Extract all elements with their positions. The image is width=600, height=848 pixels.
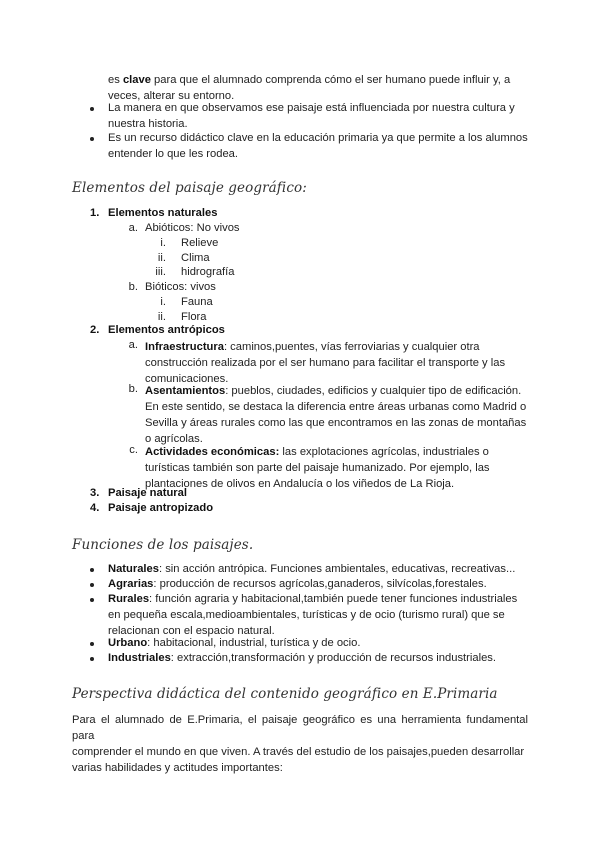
item-actividades-economicas: Actividades económicas: las explotaciones agrícolas, industriales o turísticas también son parte del paisaje humanizado. Por ejemplo, las plantaciones de olivos en Andalucía o los viñedos de La Rioja. [145,446,490,490]
item-naturales: Naturales: sin acción antrópica. Funciones ambientales, educativas, recreativas... [108,563,516,575]
list-letter: a. [128,222,138,234]
bullet-icon [90,642,94,646]
intro-bullet-2: Es un recurso didáctico clave en la educación primaria ya que permite a los alumnos entender lo que les rodea. [108,132,528,160]
item-asentamientos: Asentamientos: pueblos, ciudades, edificios y cualquier tipo de edificación. En este sentido, se destaca la diferencia entre áreas urbanas como Madrid o Sevilla y áreas rurales como las que encontramos en las zonas de montañas o agrícolas. [145,385,527,445]
list-roman: iii. [155,266,166,278]
bullet-icon [90,137,94,141]
intro-bullet-1: La manera en que observamos ese paisaje está influenciada por nuestra cultura y nuestra historia. [108,102,515,130]
heading-funciones: Funciones de los paisajes. [72,537,254,553]
list-roman: i. [160,237,166,249]
bullet-icon [90,657,94,661]
item-fauna: Fauna [181,296,213,308]
item-elementos-naturales: Elementos naturales [108,207,218,219]
item-relieve: Relieve [181,237,219,249]
bullet-icon [90,107,94,111]
list-roman: ii. [157,252,166,264]
heading-perspectiva: Perspectiva didáctica del contenido geográfico en E.Primaria [72,686,498,702]
perspective-paragraph: Para el alumnado de E.Primaria, el paisaje geográfico es una herramienta fundamental para comprender el mundo en que viven. A través del estudio de los paisajes,pueden desarrollar varias habilidades y actitudes importantes: [72,714,528,774]
list-letter: b. [128,383,138,395]
list-roman: i. [160,296,166,308]
item-hidrografia: hidrografía [181,266,235,278]
item-rurales: Rurales: función agraria y habitacional,también puede tener funciones industriales en pequeña escala,medioambientales, turísticas y de ocio (turismo rural) que se relacionan con el espacio natural. [108,593,518,637]
bullet-icon [90,598,94,602]
list-number: 1. [90,207,100,219]
item-clima: Clima [181,252,210,264]
list-letter: b. [128,281,138,293]
item-industriales: Industriales: extracción,transformación y producción de recursos industriales. [108,652,497,664]
item-urbano: Urbano: habitacional, industrial, turística y de ocio. [108,637,361,649]
item-agrarias: Agrarias: producción de recursos agrícolas,ganaderos, silvícolas,forestales. [108,578,487,590]
list-number: 4. [90,502,100,514]
item-elementos-antropicos: Elementos antrópicos [108,324,225,336]
item-abioticos: Abióticos: No vivos [145,222,240,234]
list-letter: c. [129,444,138,456]
item-paisaje-antropizado: Paisaje antropizado [108,502,214,514]
intro-continuation: es clave para que el alumnado comprenda cómo el ser humano puede influir y, a veces, alterar su entorno. [108,74,511,102]
bullet-icon [90,568,94,572]
list-number: 3. [90,487,100,499]
bullet-icon [90,583,94,587]
heading-elementos: Elementos del paisaje geográfico: [72,180,307,196]
list-roman: ii. [157,311,166,323]
item-flora: Flora [181,311,207,323]
item-paisaje-natural: Paisaje natural [108,487,187,499]
item-infraestructura: Infraestructura: caminos,puentes, vías ferroviarias y cualquier otra construcción realizada por el ser humano para facilitar el transporte y las comunicaciones. [145,341,506,385]
bold-clave: clave [122,74,151,86]
list-number: 2. [90,324,100,336]
list-letter: a. [128,339,138,351]
item-bioticos: Bióticos: vivos [145,281,216,293]
